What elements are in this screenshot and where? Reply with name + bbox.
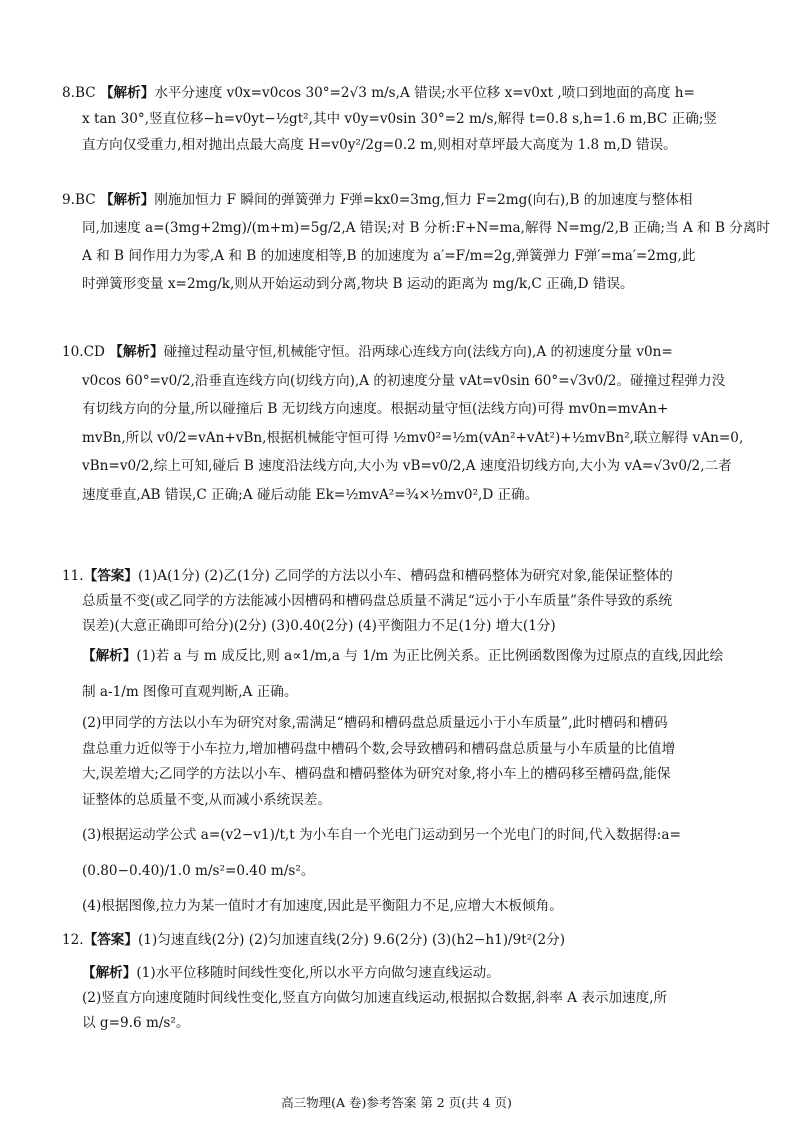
q11-analysis-2d: 证整体的总质量不变,从而减小系统误差。	[82, 791, 332, 808]
q12-answer-line: (1)匀速直线(2分) (2)匀加速直线(2分) 9.6(2分) (3)(h2−h1)/9t²(2分)	[138, 932, 566, 948]
page-footer: 高三物理(A 卷)参考答案 第 2 页(共 4 页)	[281, 1095, 512, 1110]
q10-line-2: v0cos 60°=v0/2,沿垂直连线方向(切线方向),A 的初速度分量 vAt=v0sin 60°=√3v0/2。碰撞过程弹力没	[82, 372, 726, 389]
q11-analysis-1b: 制 a-1/m 图像可直观判断,A 正确。	[82, 683, 298, 700]
q11-answer-line-3: 误差)(大意正确即可给分)(2分) (3)0.40(2分) (4)平衡阻力不足(1分) 增大(1分)	[82, 618, 556, 634]
q10-answer: CD	[83, 344, 105, 360]
q11-analysis-2b: 盘总重力近似等于小车拉力,增加槽码盘中槽码个数,会导致槽码和槽码盘总质量与小车质量的比值增	[82, 740, 676, 757]
q11-analysis-3b: (0.80−0.40)/1.0 m/s²=0.40 m/s²。	[82, 862, 315, 879]
q12-analysis-1: (1)水平位移随时间线性变化,所以水平方向做匀速直线运动。	[136, 965, 500, 981]
q9-line-3: A 和 B 间作用力为零,A 和 B 的加速度相等,B 的加速度为 a′=F/m=2g,弹簧弹力 F弹′=ma′=2mg,此	[82, 248, 696, 264]
q8-block	[62, 80, 718, 158]
q11-analysis-block	[62, 644, 724, 920]
q10-line-5: vBn=v0/2,综上可知,碰后 B 速度沿法线方向,大小为 vB=v0/2,A 速度沿切线方向,大小为 vA=√3v0/2,二者	[82, 458, 732, 474]
q11-analysis-2c: 大,误差增大;乙同学的方法以小车、槽码盘和槽码整体为研究对象,将小车上的槽码移至槽码盘,能保	[82, 766, 671, 782]
q10-line-4: mvBn,所以 v0/2=vAn+vBn,根据机械能守恒可得 ½mv0²=½m(vAn²+vAt²)+½mvBn²,联立解得 vAn=0,	[82, 429, 744, 446]
q9-analysis-tag: 【解析】	[99, 192, 155, 208]
q11-analysis-3a: (3)根据运动学公式 a=(v2−v1)/t,t 为小车自一个光电门运动到另一个光电门的时间,代入数据得:a=	[82, 827, 681, 843]
q8-line-2: x tan 30°,竖直位移−h=v0yt−½gt²,其中 v0y=v0sin 30°=2 m/s,解得 t=0.8 s,h=1.6 m,BC 正确;竖	[82, 111, 718, 127]
q12-number: 12.	[62, 932, 84, 948]
q11-analysis-4: (4)根据图像,拉力为某一值时才有加速度,因此是平衡阻力不足,应增大木板倾角。	[82, 898, 563, 914]
q11-analysis-2a: (2)甲同学的方法以小车为研究对象,需满足“槽码和槽码盘总质量远小于小车质量”,此时槽码和槽码	[82, 715, 668, 731]
q11-answer-tag: 【答案】	[83, 568, 138, 584]
q12-answer-tag: 【答案】	[83, 932, 138, 948]
q10-block	[62, 338, 744, 509]
q9-line-4: 时弹簧形变量 x=2mg/k,则从开始运动到分离,物块 B 运动的距离为 mg/k,C 正确,D 错误。	[82, 276, 634, 292]
q9-number: 9.	[62, 192, 75, 208]
q11-block	[62, 564, 712, 639]
q9-block	[62, 186, 771, 298]
q11-analysis-1a: (1)若 a 与 m 成反比,则 a∝1/m,a 与 1/m 为正比例关系。正比例函数图像为过原点的直线,因此绘	[136, 648, 724, 664]
q8-line-1: 水平分速度 v0x=v0cos 30°=2√3 m/s,A 错误;水平位移 x=v0xt ,喷口到地面的高度 h=	[154, 85, 695, 101]
q10-line-3: 有切线方向的分量,所以碰撞后 B 无切线方向速度。根据动量守恒(法线方向)可得 mv0n=mvAn+	[82, 401, 669, 417]
q8-line-3: 直方向仅受重力,相对抛出点最大高度 H=v0y²/2g=0.2 m,则相对草坪最大高度为 1.8 m,D 错误。	[82, 137, 677, 153]
q8-answer: BC	[74, 85, 96, 101]
q9-line-1: 刚施加恒力 F 瞬间的弹簧弹力 F弹=kx0=3mg,恒力 F=2mg(向右),B 的加速度与整体相	[154, 192, 693, 208]
q12-analysis-2a: (2)竖直方向速度随时间线性变化,竖直方向做匀加速直线运动,根据拟合数据,斜率 A 表示加速度,所	[82, 990, 668, 1006]
q10-line-6: 速度垂直,AB 错误,C 正确;A 碰后动能 Ek=½mvA²=¾×½mv0²,D 正确。	[82, 486, 539, 503]
q9-line-2: 同,加速度 a=(3mg+2mg)/(m+m)=5g/2,A 错误;对 B 分析:F+N=ma,解得 N=mg/2,B 正确;当 A 和 B 分离时	[82, 220, 771, 236]
q12-block	[62, 928, 712, 1036]
q10-analysis-tag: 【解析】	[109, 344, 164, 360]
q11-number: 11.	[62, 568, 84, 584]
q8-number: 8.	[62, 85, 75, 101]
q8-analysis-tag: 【解析】	[99, 85, 155, 101]
q10-line-1: 碰撞过程动量守恒,机械能守恒。沿两球心连线方向(法线方向),A 的初速度分量 v0n=	[163, 344, 673, 360]
q12-analysis-tag: 【解析】	[82, 965, 137, 981]
q12-analysis-2b: 以 g=9.6 m/s²。	[82, 1015, 190, 1031]
q9-answer: BC	[74, 192, 96, 208]
q11-answer-line-2: 总质量不变(或乙同学的方法能减小因槽码和槽码盘总质量不满足“远小于小车质量”条件导致的系统	[82, 593, 673, 609]
q11-answer-line-1: (1)A(1分) (2)乙(1分) 乙同学的方法以小车、槽码盘和槽码整体为研究对象,能保证整体的	[138, 568, 673, 584]
q11-analysis-tag: 【解析】	[82, 648, 137, 664]
q10-number: 10.	[62, 344, 84, 360]
